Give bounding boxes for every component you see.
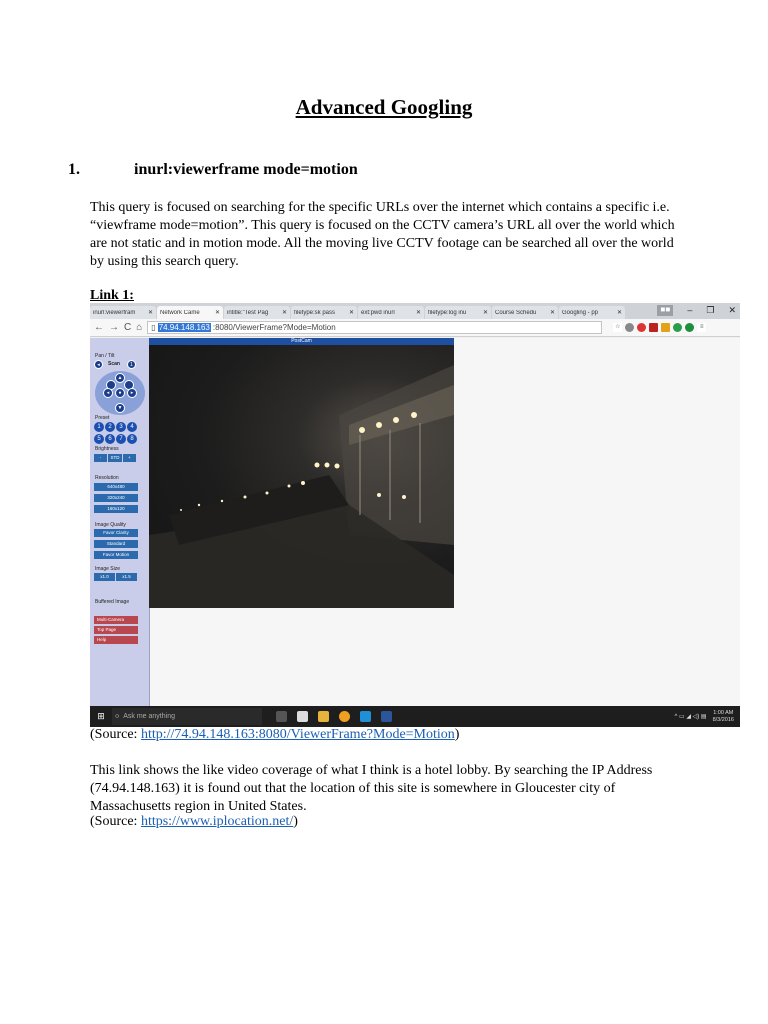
chrome-icon[interactable] [339,711,350,722]
close-icon[interactable]: ✕ [281,310,287,316]
browser-tab-active[interactable] [157,306,223,319]
camera-page [90,338,740,706]
camera-video-feed [149,345,454,608]
preset-button[interactable]: 3 [116,422,126,432]
paragraph-2: This link shows the like video coverage of what I think is a hotel lobby. By searching the IP Address (74.94.148.163) it is found out that the location of this site is somewhere in Gloucester city of Massachusetts region in United States. [90,763,653,814]
brightness-plus-button[interactable]: + [123,454,136,462]
windows-start-icon[interactable]: ⊞ [97,711,105,721]
tab-label: ext:pwd inurl [361,309,395,316]
home-position-icon[interactable]: ◂ [94,360,103,369]
preset-button[interactable]: 1 [94,422,104,432]
resolution-label: Resolution [95,475,119,481]
brightness-label: Brightness [95,446,119,452]
close-icon[interactable]: ✕ [147,310,153,316]
search-placeholder: Ask me anything [123,713,175,720]
ptz-control [95,371,145,415]
skype-icon[interactable] [360,711,371,722]
preset-button[interactable]: 5 [94,434,104,444]
tab-label: Course Schedu [495,309,537,316]
forward-icon[interactable]: → [109,322,119,333]
taskbar-apps [276,711,392,722]
extension-icon[interactable] [673,323,682,332]
help-link[interactable]: Help [94,636,138,644]
size-1x-button[interactable]: x1.0 [94,573,115,581]
url-host: 74.94.148.163 [158,323,210,332]
tab-bar [90,303,740,319]
section-heading-text: inurl:viewerframe mode=motion [134,161,358,178]
buffered-image-label: Buffered Image [95,599,130,605]
clock-time: 1:00 AM [713,709,734,716]
browser-tab[interactable] [559,306,625,319]
task-view-icon[interactable] [276,711,287,722]
paragraph-1: This query is focused on searching for the specific URLs over the internet which contains a specific i.e. “viewframe mode=motion”. This query is focused on the CCTV camera’s URL all over the world which are not static and in motion mode. All the moving live CCTV footage can be searched all over the world by using this search query. [90,200,675,269]
standard-quality-button[interactable]: Standard [94,540,138,548]
preset-label: Preset [95,415,110,421]
back-icon[interactable]: ← [94,322,104,333]
adblock-icon[interactable] [637,323,646,332]
windows-taskbar [90,706,740,727]
grammarly-icon[interactable] [685,323,694,332]
cortana-icon: ○ [115,713,120,720]
file-explorer-icon[interactable] [318,711,329,722]
star-icon[interactable]: ☆ [615,324,621,330]
preset-button[interactable]: 4 [127,422,137,432]
tray-icons[interactable]: ^ ▭ ◢ ◁) ▤ [674,714,707,720]
tab-label: filetype:log inu [428,309,467,316]
preset-row-2 [94,434,137,444]
tab-label: Googling - pp [562,309,599,316]
menu-icon[interactable]: ≡ [697,323,706,332]
clock[interactable] [713,710,734,724]
browser-tab[interactable] [224,306,290,319]
tab-label: inurl:viewerfram [93,309,136,316]
tilt-up-icon[interactable]: ▲ [115,373,125,383]
close-icon[interactable]: ✕ [549,310,555,316]
close-icon[interactable]: ✕ [348,310,354,316]
word-icon[interactable] [381,711,392,722]
browser-tab[interactable] [90,306,156,319]
browser-tab[interactable] [492,306,558,319]
preset-button[interactable]: 2 [105,422,115,432]
section-heading [68,161,358,179]
source-1-link[interactable]: http://74.94.148.163:8080/ViewerFrame?Mode=Motion [140,727,455,742]
store-icon[interactable] [297,711,308,722]
source-1-prefix: (Source: [90,727,141,742]
resolution-160-button[interactable]: 160x120 [94,505,138,513]
image-quality-label: Image Quality [95,522,126,528]
link-1-label: Link 1: [90,288,134,303]
resolution-640-button[interactable]: 640x480 [94,483,138,491]
browser-tab[interactable] [425,306,491,319]
favor-motion-button[interactable]: Favor Motion [94,551,138,559]
pdf-icon[interactable] [649,323,658,332]
close-icon[interactable]: ✕ [415,310,421,316]
size-1-5x-button[interactable]: x1.5 [116,573,137,581]
page-icon: ▯ [151,323,156,332]
close-icon[interactable]: ✕ [214,310,220,316]
top-page-link[interactable]: Top Page [94,626,138,634]
image-size-label: Image Size [95,566,121,572]
document-title: Advanced Googling [295,95,473,119]
resolution-320-button[interactable]: 320x240 [94,494,138,502]
user-profile-icon[interactable]: ◼◼ [657,305,673,316]
close-window-icon[interactable]: ✕ [728,305,736,315]
cortana-search-box[interactable] [112,708,262,725]
pan-tilt-label: Pan / Tilt [95,353,115,359]
tab-label: filetype:sk pass [294,309,336,316]
tab-label: Network Came [160,309,200,316]
source-2 [90,814,298,830]
camera-control-panel [90,338,150,706]
preset-button[interactable]: 7 [116,434,126,444]
section-number: 1. [68,161,80,178]
scan-label: Scan [108,361,120,367]
pan-right-icon[interactable]: ▸ [127,388,137,398]
close-icon[interactable]: ✕ [482,310,488,316]
tilt-down-icon[interactable]: ▼ [115,403,125,413]
window-controls [657,305,736,316]
system-tray [675,710,740,724]
source-1 [90,727,459,743]
address-bar-row [90,319,740,337]
restore-icon[interactable]: ❐ [706,305,715,315]
brightness-minus-button[interactable]: - [94,454,107,462]
camera-scene [149,345,454,608]
scan-button[interactable]: 1 [127,360,136,369]
browser-tab[interactable] [358,306,424,319]
preset-row-1 [94,422,137,432]
reload-icon[interactable]: C [124,322,132,333]
center-icon[interactable]: ● [115,388,125,398]
favor-clarity-button[interactable]: Favor Clarity [94,529,138,537]
source-2-prefix: (Source: [90,814,141,829]
pan-left-icon[interactable]: ◂ [103,388,113,398]
source-2-link[interactable]: https://www.iplocation.net/ [140,814,294,829]
extension-icon[interactable] [661,323,670,332]
brightness-std-button[interactable]: STD [108,454,122,462]
browser-screenshot [90,303,740,727]
preset-button[interactable]: 6 [105,434,115,444]
tab-label: intitle:"Test Pag [227,309,269,316]
minimize-icon[interactable]: – [687,305,693,315]
url-input[interactable] [147,321,602,334]
source-1-suffix: ) [454,727,460,742]
multi-camera-link[interactable]: Multi-Camera [94,616,138,624]
close-icon[interactable]: ✕ [616,310,622,316]
url-path: :8080/ViewerFrame?Mode=Motion [212,323,336,332]
preset-button[interactable]: 8 [127,434,137,444]
camera-header: PostCam [149,338,454,345]
source-2-suffix: ) [293,814,298,829]
extension-icon[interactable] [625,323,634,332]
browser-tab[interactable] [291,306,357,319]
extension-icons [613,323,706,332]
home-icon[interactable]: ⌂ [136,322,143,333]
clock-date: 8/3/2016 [712,716,734,723]
